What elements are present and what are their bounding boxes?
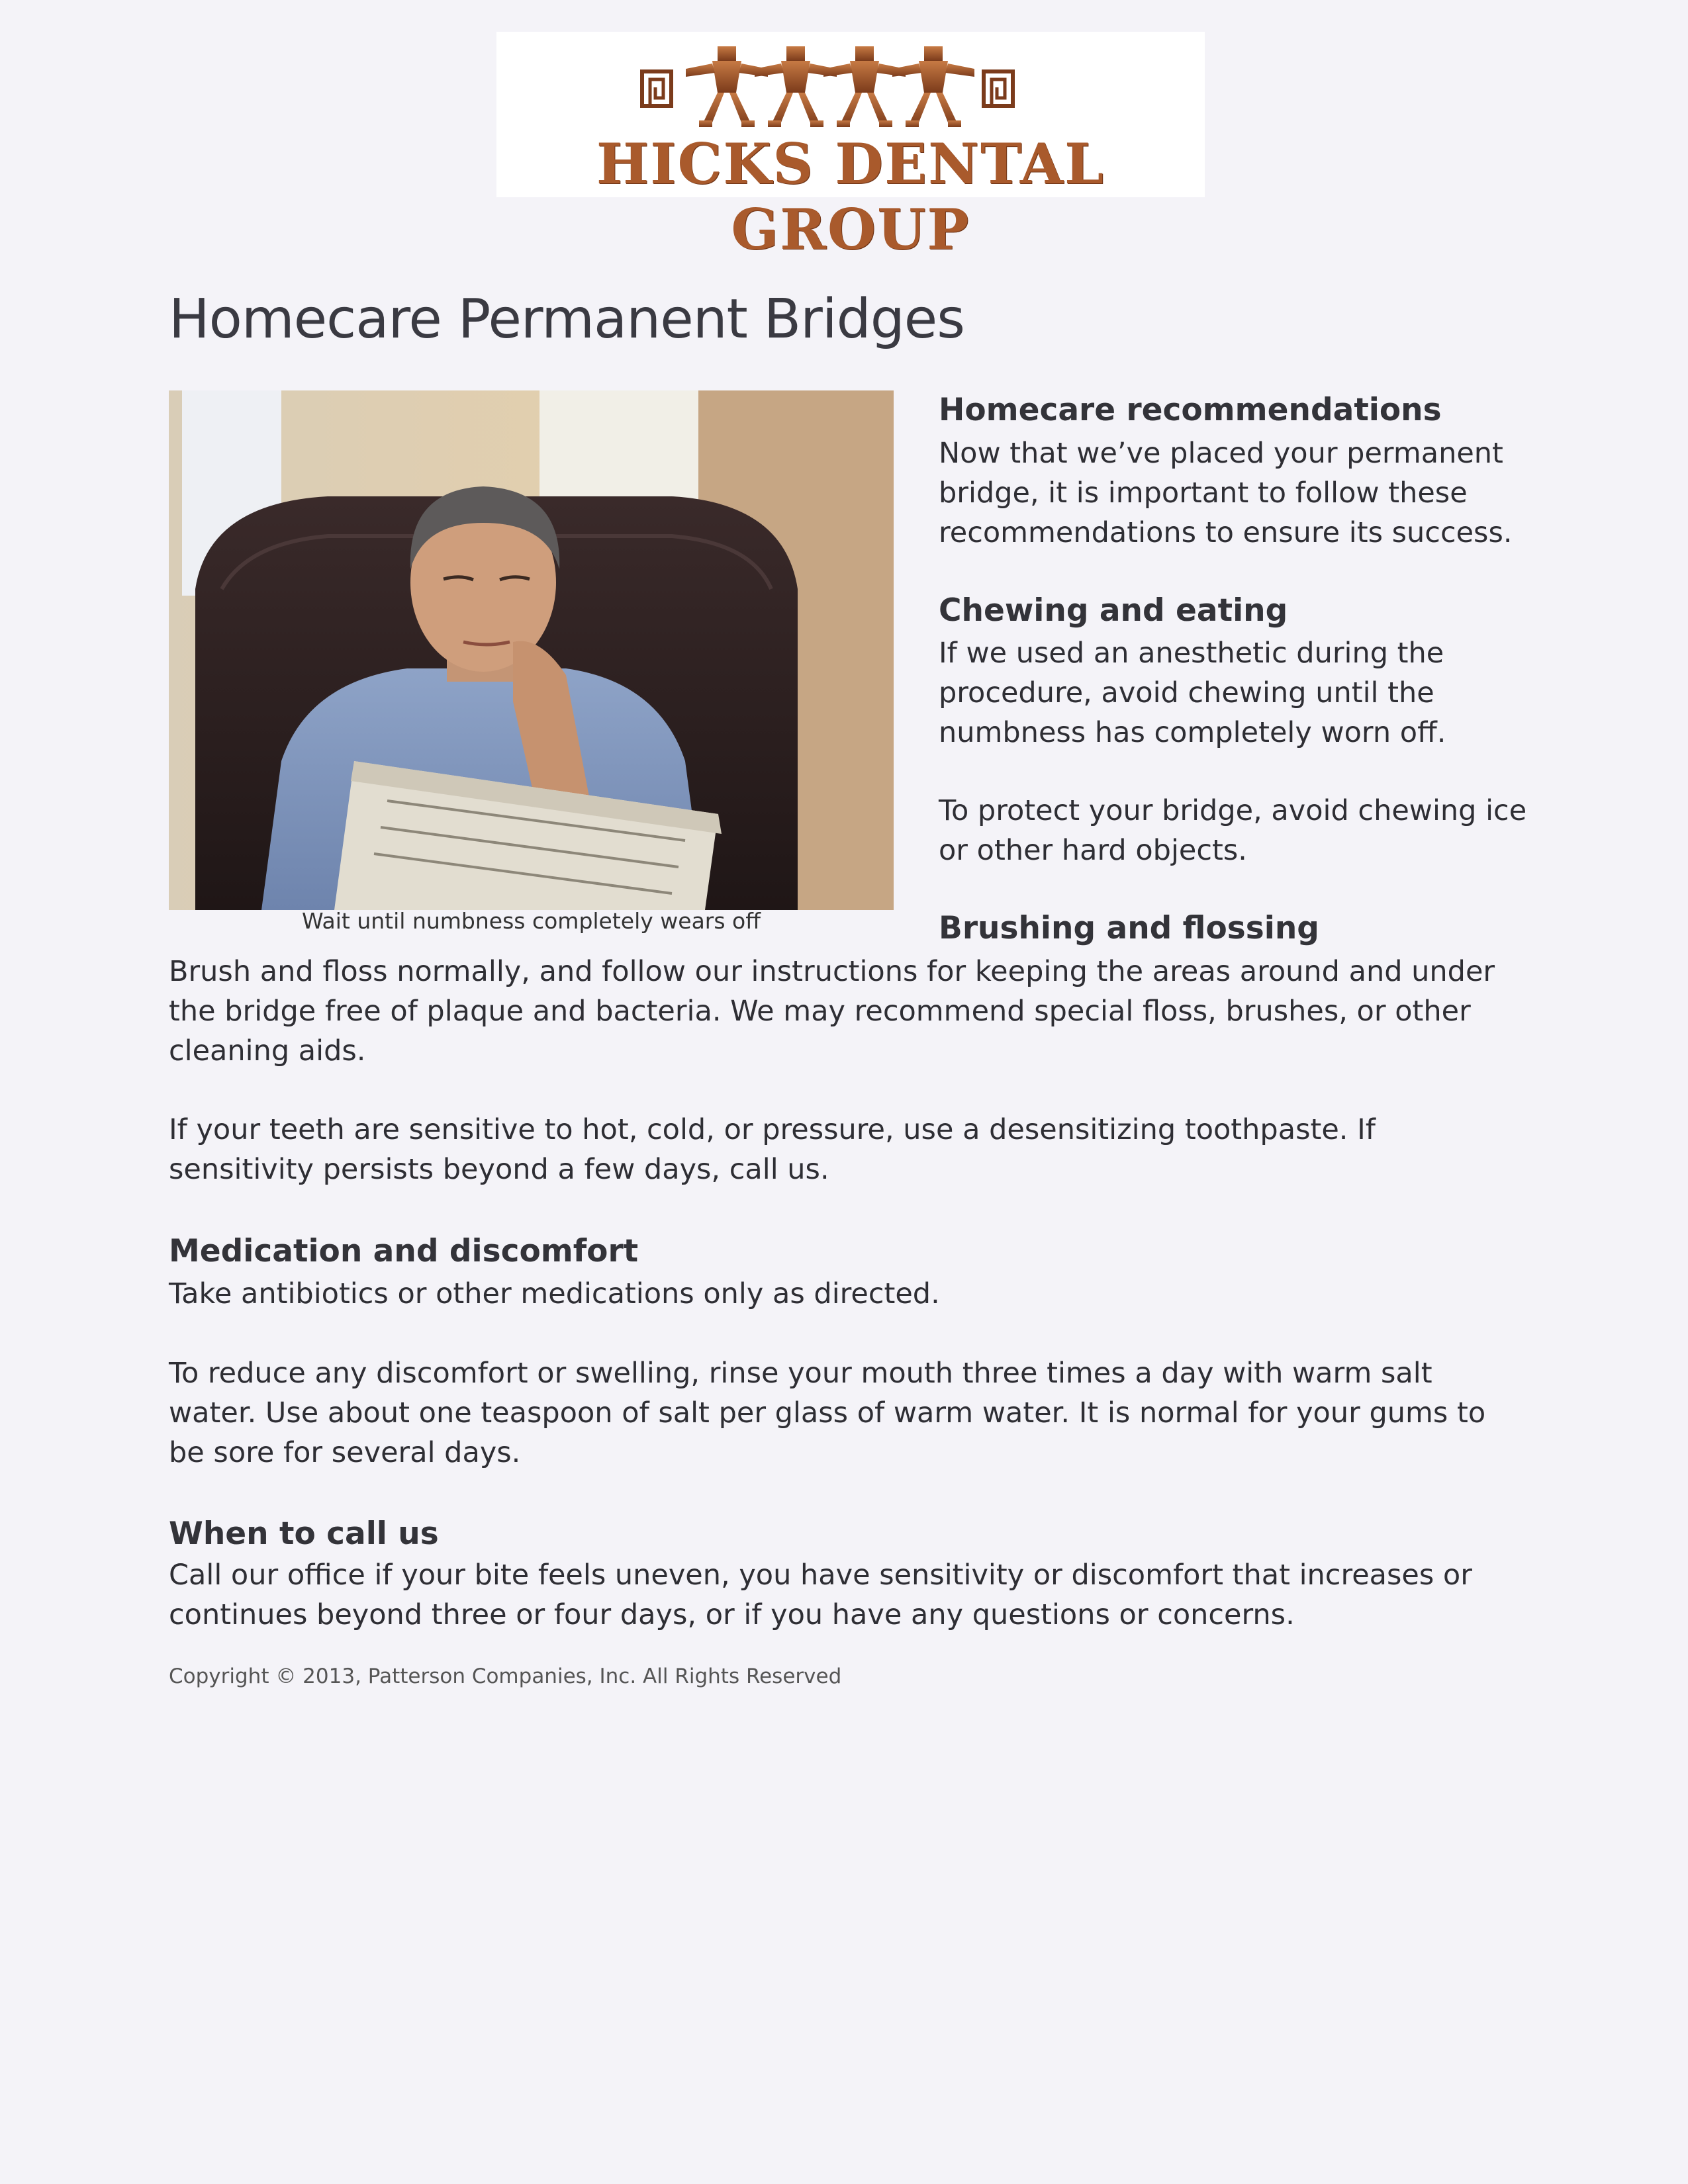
- chewing-text-2: To protect your bridge, avoid chewing ice or other hard objects.: [939, 794, 1527, 867]
- clinic-logo: [496, 32, 1205, 262]
- copyright-notice: Copyright © 2013, Patterson Companies, Inc. All Rights Reserved: [169, 1664, 842, 1688]
- photo-caption: Wait until numbness completely wears off: [302, 908, 761, 934]
- dancing-figures-icon: [496, 38, 1205, 138]
- brushing-text-2: If your teeth are sensitive to hot, cold, or pressure, use a desensitizing toothpaste. If sensitivity persists beyond a few days, call us.: [169, 1113, 1376, 1186]
- call-us-heading: When to call us: [169, 1516, 439, 1552]
- greek-key-square-icon: [984, 71, 1013, 106]
- page-title: Homecare Permanent Bridges: [169, 287, 964, 351]
- medication-heading: Medication and discomfort: [169, 1233, 639, 1269]
- greek-key-square-icon: [642, 71, 671, 106]
- chewing-text-1: If we used an anesthetic during the procedure, avoid chewing until the numbness has completely worn off.: [939, 637, 1446, 749]
- call-us-text: Call our office if your bite feels uneven, you have sensitivity or discomfort that increases or continues beyond three or four days, or if you have any questions or concerns.: [169, 1559, 1472, 1631]
- recommendations-heading: Homecare recommendations: [939, 392, 1442, 428]
- brushing-heading: Brushing and flossing: [939, 910, 1319, 946]
- logo-text: HICKS DENTAL GROUP: [596, 131, 1105, 262]
- recommendations-text: Now that we’ve placed your permanent bridge, it is important to follow these recommendations to ensure its success.: [939, 437, 1513, 549]
- chewing-heading: Chewing and eating: [939, 592, 1288, 629]
- medication-text-2: To reduce any discomfort or swelling, rinse your mouth three times a day with warm salt water. Use about one teaspoon of salt per glass of warm water. It is normal for your gums to be sore for several days.: [169, 1357, 1486, 1469]
- man-reading-newspaper-photo: [169, 390, 894, 910]
- brushing-text-1: Brush and floss normally, and follow our instructions for keeping the areas around and under the bridge free of plaque and bacteria. We may recommend special floss, brushes, or other cleaning aids.: [169, 955, 1495, 1068]
- medication-text-1: Take antibiotics or other medications only as directed.: [169, 1277, 940, 1310]
